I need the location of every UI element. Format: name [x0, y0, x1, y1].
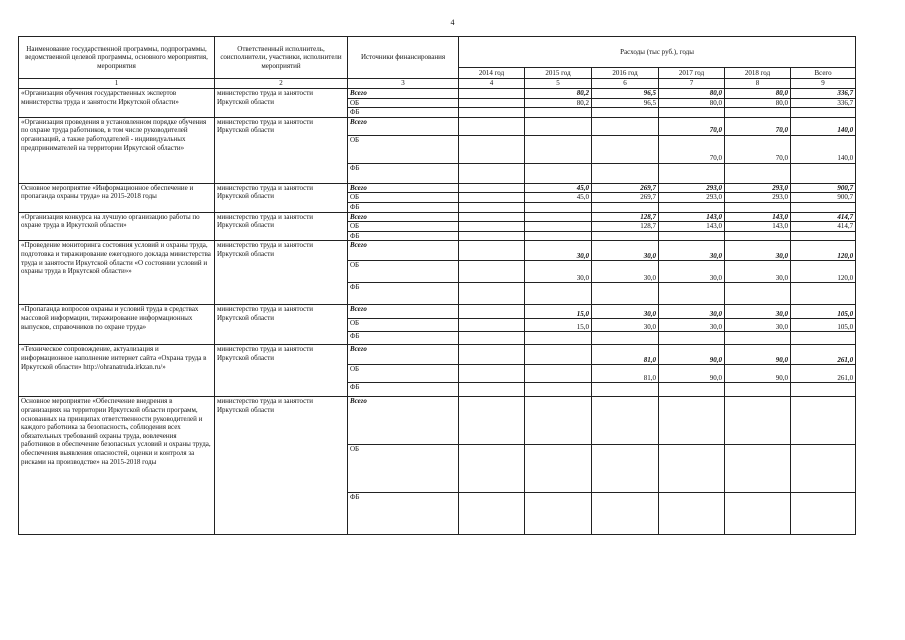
page-number: 4 — [450, 18, 455, 27]
total-cell: 900,7 — [791, 183, 856, 193]
amount-cell — [459, 445, 525, 493]
amount-cell — [659, 108, 725, 118]
amount-cell — [459, 397, 525, 445]
funding-source: ФБ — [348, 231, 459, 241]
activity-name: Основное мероприятие «Обеспечение внедрения в организациях на территории Иркутской области программ, основанных на принципах ответственности руководителей и каждого работника за безопасность, соблюдения всех обязательных требований охраны труда, вовлечения работников в обеспечение безопасных условий и охраны труда, обеспечения выявления опасностей, оценки и контроля за рисками на производстве» на 2015-2018 годы — [19, 397, 215, 535]
total-cell — [791, 445, 856, 493]
funding-source: Всего — [348, 89, 459, 99]
amount-cell: 80,0 — [725, 89, 791, 99]
amount-cell: 30,0 — [525, 261, 592, 283]
table-row — [19, 183, 856, 193]
amount-cell — [525, 332, 592, 345]
amount-cell: 80,0 — [659, 98, 725, 108]
amount-cell — [592, 117, 659, 135]
amount-cell: 30,0 — [659, 305, 725, 319]
amount-cell: 143,0 — [659, 222, 725, 232]
amount-cell — [725, 108, 791, 118]
executor: министерство труда и занятости Иркутской области — [215, 305, 348, 345]
amount-cell: 30,0 — [659, 261, 725, 283]
funding-source: ОБ — [348, 222, 459, 232]
total-cell — [791, 163, 856, 183]
funding-source: ФБ — [348, 283, 459, 305]
total-cell — [791, 202, 856, 212]
amount-cell — [459, 305, 525, 319]
amount-cell — [525, 365, 592, 383]
amount-cell: 96,5 — [592, 98, 659, 108]
amount-cell — [459, 135, 525, 163]
header-year: 2018 год — [725, 68, 791, 79]
amount-cell: 30,0 — [659, 241, 725, 261]
executor: министерство труда и занятости Иркутской области — [215, 212, 348, 241]
amount-cell: 90,0 — [725, 365, 791, 383]
table-row — [19, 397, 856, 445]
amount-cell — [459, 261, 525, 283]
amount-cell: 143,0 — [725, 222, 791, 232]
column-number: 3 — [348, 79, 459, 89]
amount-cell: 293,0 — [725, 193, 791, 203]
amount-cell: 45,0 — [525, 193, 592, 203]
amount-cell — [459, 108, 525, 118]
amount-cell: 90,0 — [659, 365, 725, 383]
total-cell — [791, 231, 856, 241]
activity-name: «Организация обучения государственных экспертов министерства труда и занятости Иркутской области» — [19, 89, 215, 118]
amount-cell — [459, 231, 525, 241]
header-year: 2016 год — [592, 68, 659, 79]
amount-cell: 128,7 — [592, 222, 659, 232]
table-row — [19, 212, 856, 222]
amount-cell — [459, 183, 525, 193]
executor: министерство труда и занятости Иркутской области — [215, 345, 348, 397]
amount-cell: 143,0 — [659, 212, 725, 222]
amount-cell — [592, 383, 659, 397]
amount-cell — [592, 332, 659, 345]
amount-cell: 80,0 — [659, 89, 725, 99]
amount-cell — [725, 493, 791, 535]
total-cell: 414,7 — [791, 222, 856, 232]
amount-cell: 90,0 — [659, 345, 725, 365]
amount-cell — [459, 319, 525, 332]
amount-cell: 80,0 — [725, 98, 791, 108]
total-cell: 414,7 — [791, 212, 856, 222]
funding-source: Всего — [348, 305, 459, 319]
amount-cell: 293,0 — [659, 183, 725, 193]
amount-cell — [659, 397, 725, 445]
activity-name: «Организация конкурса на лучшую организацию работы по охране труда в Иркутской области» — [19, 212, 215, 241]
amount-cell: 45,0 — [525, 183, 592, 193]
amount-cell — [525, 231, 592, 241]
total-cell — [791, 283, 856, 305]
amount-cell: 15,0 — [525, 319, 592, 332]
funding-source: ФБ — [348, 383, 459, 397]
header-year: 2017 год — [659, 68, 725, 79]
table-row — [19, 345, 856, 365]
total-cell: 140,0 — [791, 117, 856, 135]
column-number: 5 — [525, 79, 592, 89]
table-row — [19, 305, 856, 319]
total-cell: 140,0 — [791, 135, 856, 163]
amount-cell — [725, 231, 791, 241]
amount-cell — [659, 163, 725, 183]
amount-cell — [592, 135, 659, 163]
amount-cell — [525, 445, 592, 493]
amount-cell: 30,0 — [592, 319, 659, 332]
amount-cell — [525, 135, 592, 163]
total-cell — [791, 493, 856, 535]
amount-cell — [459, 241, 525, 261]
amount-cell: 15,0 — [525, 305, 592, 319]
total-cell: 120,0 — [791, 261, 856, 283]
column-number: 8 — [725, 79, 791, 89]
amount-cell — [725, 202, 791, 212]
financing-table — [18, 36, 856, 535]
amount-cell: 30,0 — [659, 319, 725, 332]
amount-cell — [459, 345, 525, 365]
funding-source: ОБ — [348, 261, 459, 283]
amount-cell: 30,0 — [725, 241, 791, 261]
funding-source: Всего — [348, 117, 459, 135]
table-row — [19, 241, 856, 261]
column-number: 4 — [459, 79, 525, 89]
amount-cell: 30,0 — [725, 305, 791, 319]
funding-source: Всего — [348, 241, 459, 261]
executor: министерство труда и занятости Иркутской области — [215, 241, 348, 305]
total-cell: 336,7 — [791, 89, 856, 99]
amount-cell — [525, 163, 592, 183]
amount-cell: 96,5 — [592, 89, 659, 99]
total-cell: 261,0 — [791, 345, 856, 365]
amount-cell — [459, 332, 525, 345]
total-cell: 105,0 — [791, 305, 856, 319]
amount-cell — [459, 365, 525, 383]
amount-cell — [459, 202, 525, 212]
amount-cell — [592, 445, 659, 493]
amount-cell: 70,0 — [659, 117, 725, 135]
amount-cell — [592, 283, 659, 305]
amount-cell: 30,0 — [725, 319, 791, 332]
amount-cell: 81,0 — [592, 365, 659, 383]
amount-cell: 30,0 — [725, 261, 791, 283]
amount-cell — [659, 231, 725, 241]
amount-cell — [525, 202, 592, 212]
activity-name: «Техническое сопровождение, актуализация и информационное наполнение интернет сайта «Охрана труда в Иркутской области» http://ohranatruda.irkzan.ru/» — [19, 345, 215, 397]
amount-cell — [525, 383, 592, 397]
column-number: 2 — [215, 79, 348, 89]
amount-cell — [525, 345, 592, 365]
funding-source: Всего — [348, 397, 459, 445]
amount-cell — [459, 212, 525, 222]
funding-source: Всего — [348, 212, 459, 222]
amount-cell — [459, 98, 525, 108]
total-cell — [791, 383, 856, 397]
amount-cell — [659, 493, 725, 535]
amount-cell — [659, 383, 725, 397]
header-executor: Ответственный исполнитель, соисполнители, участники, исполнители мероприятий — [215, 37, 348, 79]
activity-name: «Организация проведения в установленном порядке обучения по охране труда работников, в том числе руководителей организаций, а также работодателей - индивидуальных предпринимателей на территории Иркутской области» — [19, 117, 215, 183]
amount-cell: 70,0 — [725, 135, 791, 163]
funding-source: Всего — [348, 345, 459, 365]
amount-cell — [459, 283, 525, 305]
total-cell — [791, 332, 856, 345]
amount-cell — [459, 163, 525, 183]
funding-source: Всего — [348, 183, 459, 193]
amount-cell: 70,0 — [725, 117, 791, 135]
header-year: 2015 год — [525, 68, 592, 79]
table-row — [19, 89, 856, 99]
table-row — [19, 117, 856, 135]
amount-cell — [725, 445, 791, 493]
total-cell — [791, 108, 856, 118]
amount-cell: 81,0 — [592, 345, 659, 365]
amount-cell — [725, 163, 791, 183]
executor: министерство труда и занятости Иркутской области — [215, 89, 348, 118]
amount-cell — [525, 212, 592, 222]
header-name: Наименование государственной программы, подпрограммы, ведомственной целевой программы, основного мероприятия, мероприятия — [19, 37, 215, 79]
amount-cell — [525, 397, 592, 445]
amount-cell — [725, 283, 791, 305]
amount-cell — [525, 222, 592, 232]
amount-cell — [459, 193, 525, 203]
amount-cell — [459, 117, 525, 135]
amount-cell: 90,0 — [725, 345, 791, 365]
executor: министерство труда и занятости Иркутской области — [215, 117, 348, 183]
amount-cell — [525, 283, 592, 305]
amount-cell: 30,0 — [525, 241, 592, 261]
header-total: Всего — [791, 68, 856, 79]
amount-cell: 293,0 — [659, 193, 725, 203]
header-source: Источники финансирования — [348, 37, 459, 79]
funding-source: ОБ — [348, 365, 459, 383]
header-year: 2014 год — [459, 68, 525, 79]
amount-cell — [659, 202, 725, 212]
funding-source: ОБ — [348, 445, 459, 493]
funding-source: ФБ — [348, 163, 459, 183]
funding-source: ФБ — [348, 202, 459, 212]
total-cell: 120,0 — [791, 241, 856, 261]
amount-cell — [459, 493, 525, 535]
amount-cell: 293,0 — [725, 183, 791, 193]
funding-source: ОБ — [348, 193, 459, 203]
total-cell — [791, 397, 856, 445]
activity-name: «Пропаганда вопросов охраны и условий труда в средствах массовой информации, тиражирование информационных выпусков, справочников по охране труда» — [19, 305, 215, 345]
amount-cell — [592, 163, 659, 183]
amount-cell: 269,7 — [592, 193, 659, 203]
funding-source: ФБ — [348, 108, 459, 118]
executor: министерство труда и занятости Иркутской области — [215, 183, 348, 212]
amount-cell — [459, 222, 525, 232]
amount-cell — [592, 108, 659, 118]
funding-source: ФБ — [348, 493, 459, 535]
amount-cell: 30,0 — [592, 241, 659, 261]
amount-cell — [725, 397, 791, 445]
amount-cell: 80,2 — [525, 89, 592, 99]
amount-cell — [592, 493, 659, 535]
total-cell: 105,0 — [791, 319, 856, 332]
amount-cell — [725, 383, 791, 397]
amount-cell: 80,2 — [525, 98, 592, 108]
amount-cell — [592, 202, 659, 212]
total-cell: 261,0 — [791, 365, 856, 383]
amount-cell — [525, 493, 592, 535]
header-expenses: Расходы (тыс руб.), годы — [459, 37, 856, 68]
total-cell: 900,7 — [791, 193, 856, 203]
total-cell: 336,7 — [791, 98, 856, 108]
amount-cell — [459, 89, 525, 99]
amount-cell — [525, 108, 592, 118]
amount-cell: 269,7 — [592, 183, 659, 193]
amount-cell — [659, 283, 725, 305]
amount-cell: 143,0 — [725, 212, 791, 222]
amount-cell — [459, 383, 525, 397]
amount-cell — [659, 445, 725, 493]
amount-cell — [592, 231, 659, 241]
column-number: 6 — [592, 79, 659, 89]
activity-name: «Проведение мониторинга состояния условий и охраны труда, подготовка и тиражирование ежегодного доклада министерства труда и занятости Иркутской области «О состоянии условий и охраны труда в Иркутской области»» — [19, 241, 215, 305]
amount-cell: 70,0 — [659, 135, 725, 163]
amount-cell: 128,7 — [592, 212, 659, 222]
column-number: 1 — [19, 79, 215, 89]
column-number: 7 — [659, 79, 725, 89]
funding-source: ФБ — [348, 332, 459, 345]
activity-name: Основное мероприятие «Информационное обеспечение и пропаганда охраны труда» на 2015-2018 годы — [19, 183, 215, 212]
amount-cell — [525, 117, 592, 135]
funding-source: ОБ — [348, 319, 459, 332]
funding-source: ОБ — [348, 98, 459, 108]
amount-cell — [592, 397, 659, 445]
amount-cell: 30,0 — [592, 261, 659, 283]
amount-cell: 30,0 — [592, 305, 659, 319]
executor: министерство труда и занятости Иркутской области — [215, 397, 348, 535]
funding-source: ОБ — [348, 135, 459, 163]
column-number: 9 — [791, 79, 856, 89]
amount-cell — [659, 332, 725, 345]
amount-cell — [725, 332, 791, 345]
